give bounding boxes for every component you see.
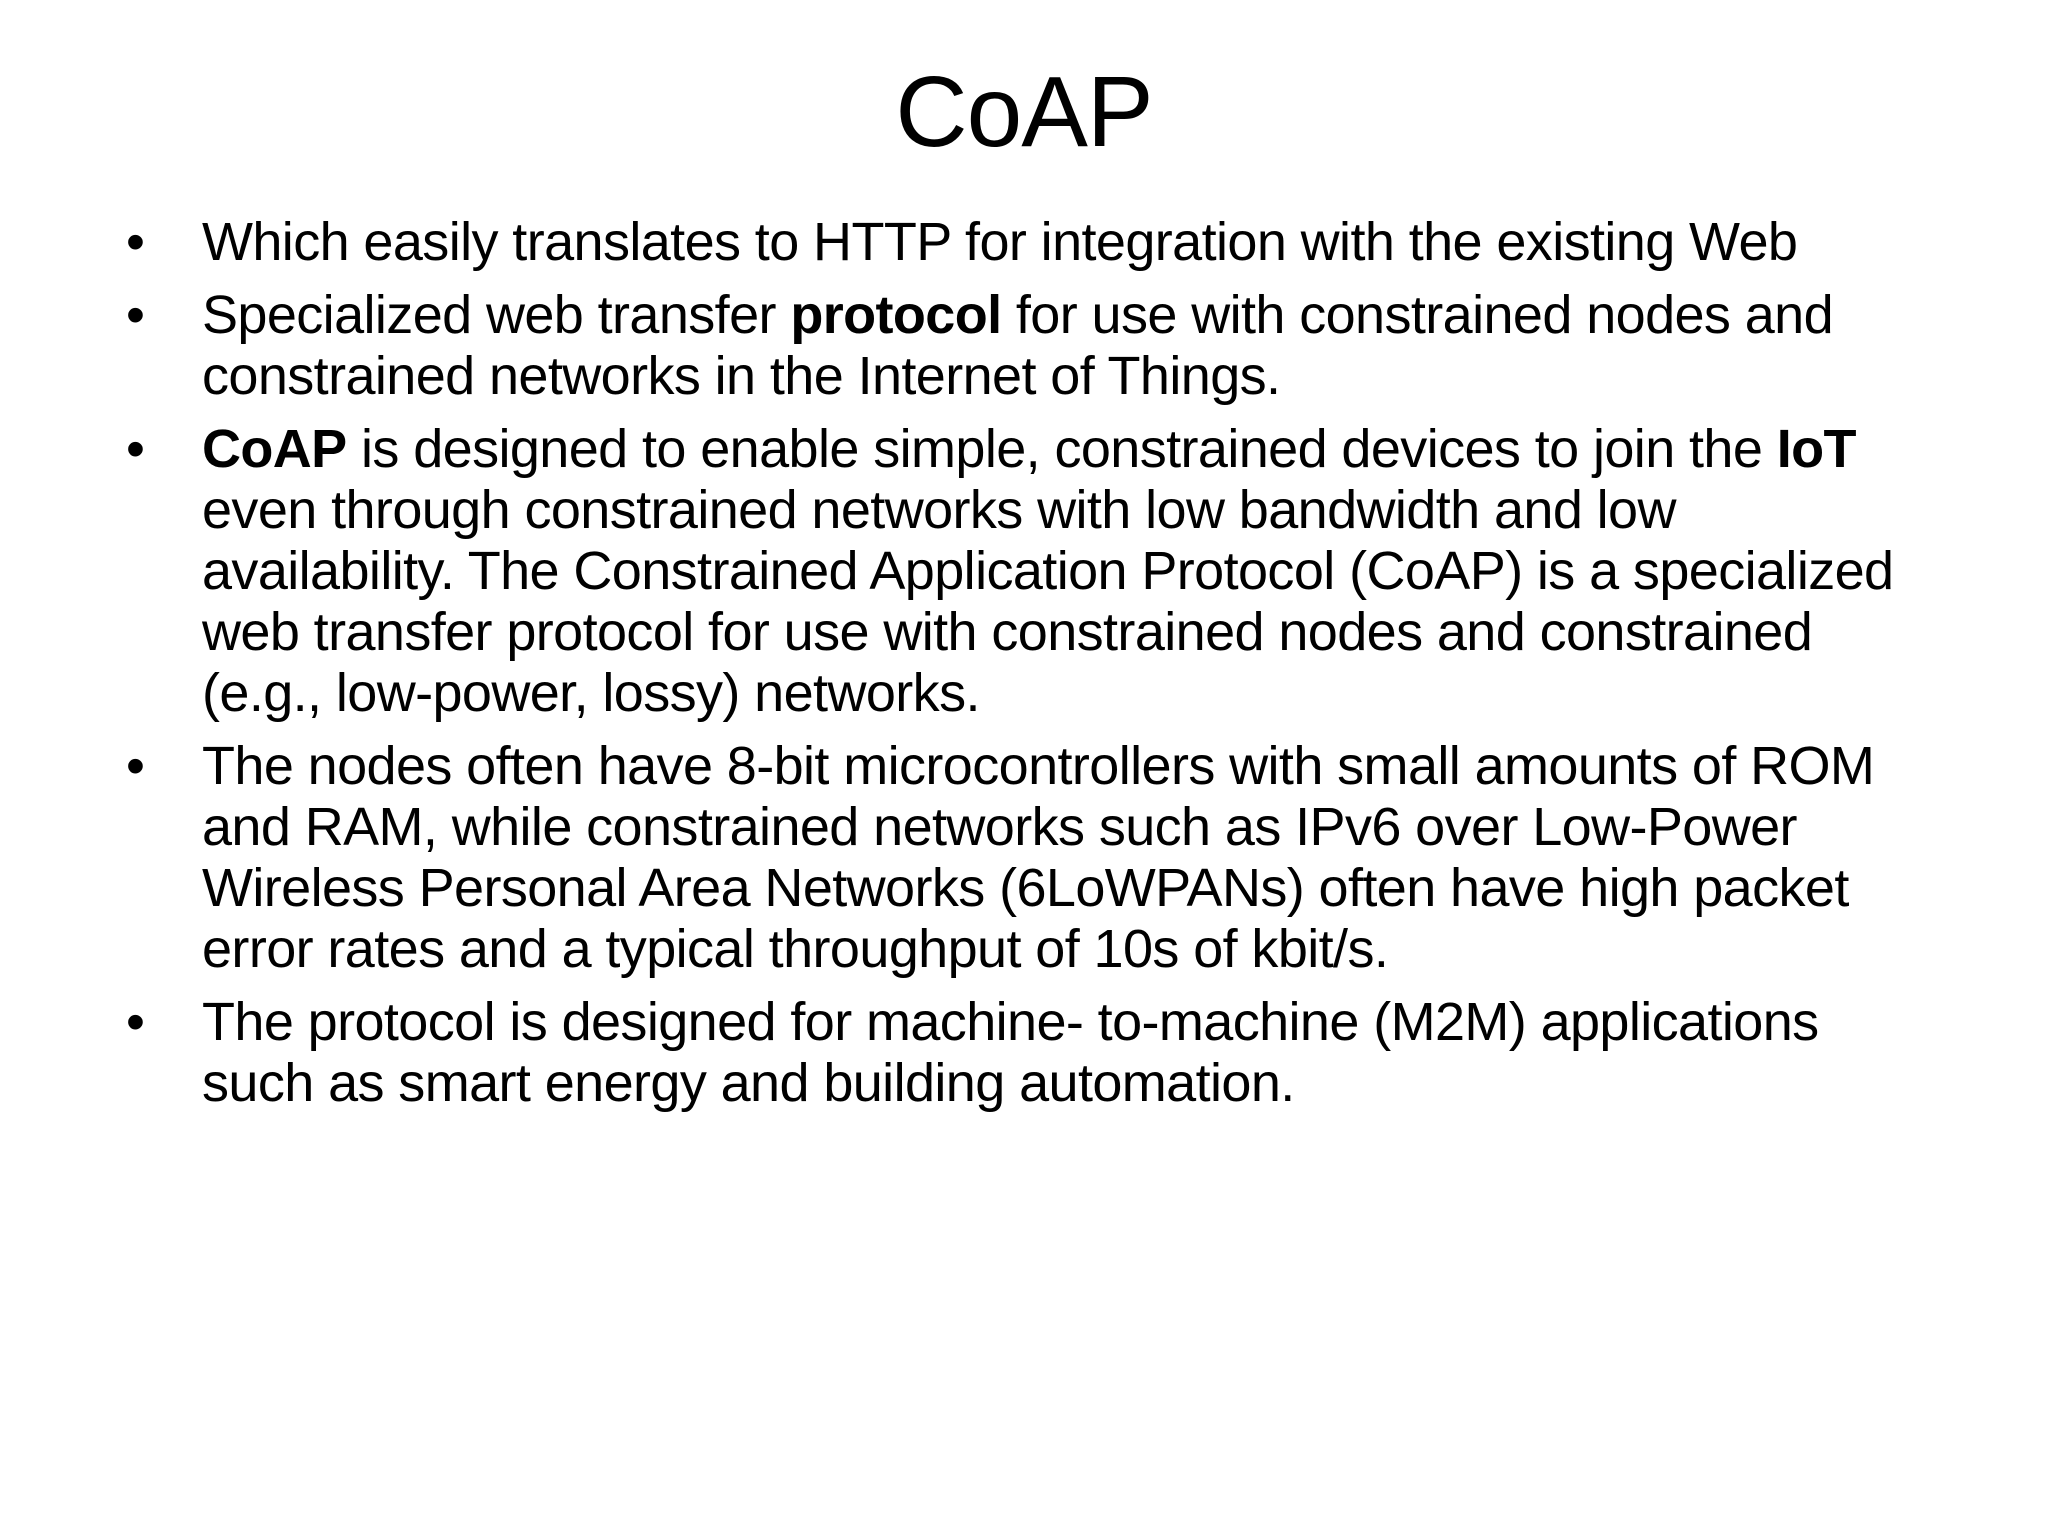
bullet-icon: •	[126, 736, 145, 796]
bullet-text	[202, 419, 1920, 724]
bullet-text-bold-segment: IoT	[1776, 419, 1856, 479]
bullet-text	[202, 736, 1920, 980]
bullet-text-segment: is designed to enable simple, constrained devices to join the	[346, 419, 1777, 479]
bullet-icon: •	[126, 992, 145, 1052]
bullet-text-bold-segment: protocol	[790, 285, 1002, 345]
bullet-item	[120, 212, 1920, 273]
bullet-item	[120, 419, 1920, 724]
bullet-icon: •	[126, 285, 145, 345]
bullet-text-segment: The protocol is designed for machine- to-machine (M2M) applications such as smart energy and building automation.	[202, 992, 1819, 1113]
bullet-list	[120, 212, 1920, 1126]
bullet-text-bold-segment: CoAP	[202, 419, 347, 479]
bullet-text	[202, 212, 1920, 273]
slide-title: CoAP	[895, 56, 1153, 168]
bullet-icon: •	[126, 212, 145, 272]
bullet-text-segment: even through constrained networks with low bandwidth and low availability. The Constrained Application Protocol (CoAP) is a specialized web transfer protocol for use with constrained nodes and constrained (e.g., low-power, lossy) networks.	[202, 480, 1894, 723]
bullet-text-segment: Specialized web transfer	[202, 285, 791, 345]
bullet-item	[120, 285, 1920, 407]
bullet-text	[202, 992, 1920, 1114]
bullet-text-segment: Which easily translates to HTTP for integration with the existing Web	[202, 212, 1798, 272]
bullet-item	[120, 992, 1920, 1114]
bullet-text-segment: The nodes often have 8-bit microcontrollers with small amounts of ROM and RAM, while constrained networks such as IPv6 over Low-Power Wireless Personal Area Networks (6LoWPANs) often have high packet error rates and a typical throughput of 10s of kbit/s.	[202, 736, 1875, 979]
bullet-text	[202, 285, 1920, 407]
bullet-icon: •	[126, 419, 145, 479]
bullet-text-segment: for use with constrained nodes and constrained networks in the Internet of Things.	[202, 285, 1834, 406]
bullet-item	[120, 736, 1920, 980]
